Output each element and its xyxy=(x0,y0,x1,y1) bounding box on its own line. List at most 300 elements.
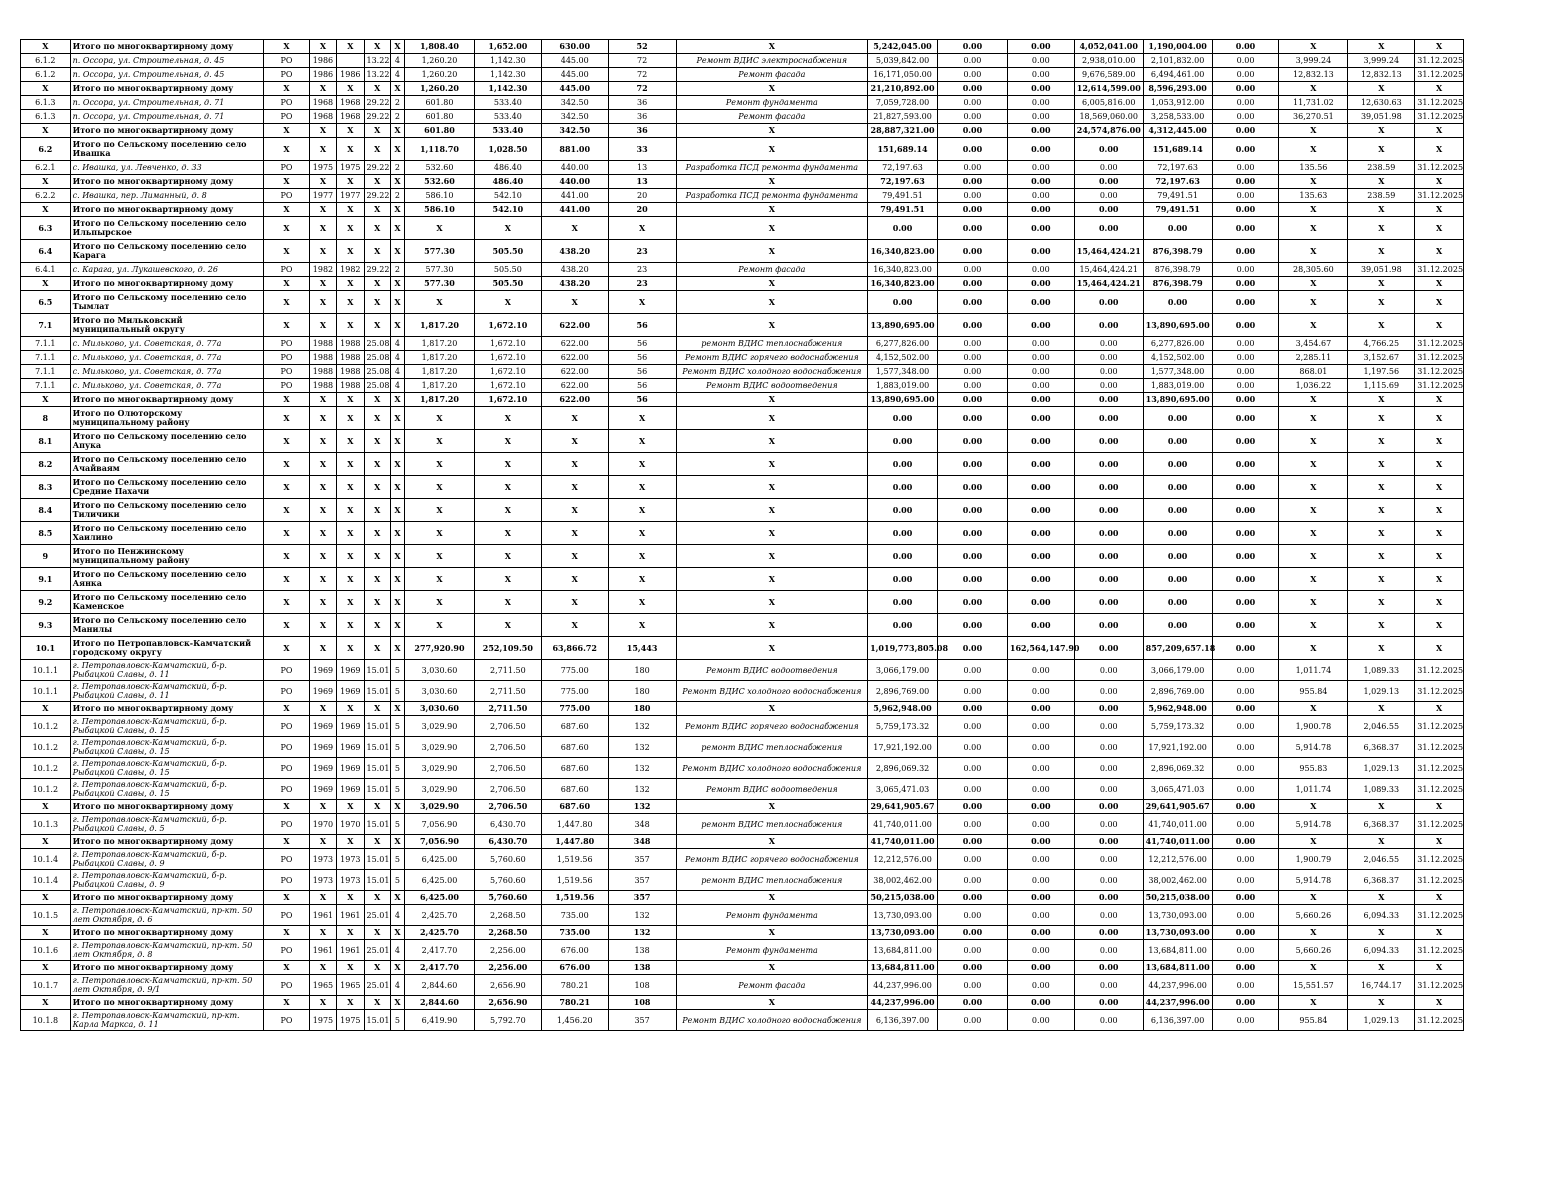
table-cell: 0.00 xyxy=(937,702,1007,716)
table-cell: 0.00 xyxy=(1212,660,1279,681)
table-cell: 0.00 xyxy=(1212,800,1279,814)
table-cell: 13,684,811.00 xyxy=(1143,940,1212,961)
table-cell: 31.12.2025 xyxy=(1415,68,1464,82)
table-cell: X xyxy=(541,430,608,453)
table-cell: X xyxy=(1348,835,1415,849)
table-cell: 10.1.1 xyxy=(21,681,71,702)
table-cell: X xyxy=(390,996,404,1010)
table-cell: X xyxy=(608,522,676,545)
table-cell: 0.00 xyxy=(1007,996,1074,1010)
table-cell: 1,883,019.00 xyxy=(1143,379,1212,393)
table-cell: 31.12.2025 xyxy=(1415,737,1464,758)
table-cell: 31.12.2025 xyxy=(1415,365,1464,379)
table-cell: X xyxy=(474,476,541,499)
table-cell: 180 xyxy=(608,702,676,716)
table-cell: 1961 xyxy=(309,905,336,926)
table-cell: 9.3 xyxy=(21,614,71,637)
table-cell: 10.1.2 xyxy=(21,758,71,779)
table-cell: 0.00 xyxy=(1074,138,1143,161)
table-cell: 0.00 xyxy=(1212,835,1279,849)
table-cell: 0.00 xyxy=(937,40,1007,54)
table-cell: X xyxy=(1348,430,1415,453)
table-cell: 0.00 xyxy=(1212,175,1279,189)
table-cell: Итого по многоквартирному дому xyxy=(70,82,264,96)
table-cell: X xyxy=(676,800,868,814)
table-cell: X xyxy=(309,476,336,499)
table-cell: 132 xyxy=(608,779,676,800)
table-cell: 735.00 xyxy=(541,905,608,926)
table-row xyxy=(21,940,1464,961)
table-cell: X xyxy=(264,476,310,499)
table-cell: 5,759,173.32 xyxy=(1143,716,1212,737)
table-cell: 622.00 xyxy=(541,379,608,393)
table-cell: Итого по многоквартирному дому xyxy=(70,961,264,975)
table-cell: X xyxy=(309,277,336,291)
table-cell: X xyxy=(1279,637,1348,660)
table-cell: 0.00 xyxy=(1212,614,1279,637)
table-row xyxy=(21,660,1464,681)
table-cell: 0.00 xyxy=(868,568,938,591)
table-cell: X xyxy=(390,545,404,568)
table-cell: Итого по Петропавловск-Камчатский городскому округу xyxy=(70,637,264,660)
table-cell: X xyxy=(1279,453,1348,476)
table-cell: X xyxy=(309,522,336,545)
table-cell: 1969 xyxy=(309,737,336,758)
table-cell: X xyxy=(676,124,868,138)
table-cell: 151,689.14 xyxy=(868,138,938,161)
table-cell: 29.22 xyxy=(364,189,390,203)
table-cell: 0.00 xyxy=(1074,499,1143,522)
table-cell: 6,368.37 xyxy=(1348,737,1415,758)
table-cell: 0.00 xyxy=(1212,476,1279,499)
table-cell: 586.10 xyxy=(405,203,475,217)
table-cell: 6.4 xyxy=(21,240,71,263)
table-cell: 0.00 xyxy=(937,393,1007,407)
table-cell: X xyxy=(1415,476,1464,499)
table-cell: 151,689.14 xyxy=(1143,138,1212,161)
table-cell: X xyxy=(390,124,404,138)
table-row xyxy=(21,379,1464,393)
table-cell: 601.80 xyxy=(405,124,475,138)
table-cell: Ремонт фасада xyxy=(676,263,868,277)
table-cell: 23 xyxy=(608,240,676,263)
table-cell: X xyxy=(21,961,71,975)
table-cell: 0.00 xyxy=(1007,568,1074,591)
table-cell: 4,152,502.00 xyxy=(868,351,938,365)
table-cell: 15,464,424.21 xyxy=(1074,263,1143,277)
table-cell: 622.00 xyxy=(541,351,608,365)
table-cell: 0.00 xyxy=(1212,96,1279,110)
table-cell: X xyxy=(309,568,336,591)
table-cell: X xyxy=(1415,175,1464,189)
table-cell: 138 xyxy=(608,961,676,975)
table-cell: X xyxy=(676,961,868,975)
table-row xyxy=(21,337,1464,351)
table-cell: 0.00 xyxy=(937,54,1007,68)
table-cell: 1,011.74 xyxy=(1279,660,1348,681)
table-cell: 0.00 xyxy=(1074,681,1143,702)
table-cell: 12,212,576.00 xyxy=(1143,849,1212,870)
table-cell: X xyxy=(337,961,364,975)
table-cell: 238.59 xyxy=(1348,189,1415,203)
table-cell: X xyxy=(1415,291,1464,314)
table-cell: 1,672.10 xyxy=(474,314,541,337)
table-cell: 2,268.50 xyxy=(474,905,541,926)
table-cell: 3,066,179.00 xyxy=(868,660,938,681)
table-cell: X xyxy=(676,407,868,430)
table-cell: РО xyxy=(264,337,310,351)
table-cell: 3,030.60 xyxy=(405,702,475,716)
table-cell: г. Петропавловск-Камчатский, пр-кт. Карла Маркса, д. 11 xyxy=(70,1010,264,1031)
table-cell: X xyxy=(1415,393,1464,407)
summary-row xyxy=(21,702,1464,716)
table-cell: X xyxy=(337,291,364,314)
table-cell: X xyxy=(309,138,336,161)
table-cell: X xyxy=(390,240,404,263)
table-cell: 780.21 xyxy=(541,975,608,996)
table-cell: X xyxy=(676,522,868,545)
table-cell: 2,938,010.00 xyxy=(1074,54,1143,68)
table-cell: 1,019,773,805.08 xyxy=(868,637,938,660)
table-cell: 39,051.98 xyxy=(1348,263,1415,277)
table-cell: 6.1.2 xyxy=(21,54,71,68)
table-cell: 1973 xyxy=(309,849,336,870)
table-cell: X xyxy=(21,124,71,138)
table-cell: 0.00 xyxy=(1074,568,1143,591)
table-cell: 0.00 xyxy=(937,814,1007,835)
table-cell: X xyxy=(364,926,390,940)
table-cell: X xyxy=(676,637,868,660)
table-cell: 79,491.51 xyxy=(868,203,938,217)
table-cell: X xyxy=(364,314,390,337)
table-cell: 4,152,502.00 xyxy=(1143,351,1212,365)
table-cell: X xyxy=(364,82,390,96)
table-cell: 0.00 xyxy=(1074,905,1143,926)
summary-row xyxy=(21,217,1464,240)
table-cell: X xyxy=(474,568,541,591)
table-cell: X xyxy=(390,568,404,591)
table-cell: X xyxy=(337,591,364,614)
table-cell: 138 xyxy=(608,940,676,961)
table-cell: X xyxy=(608,407,676,430)
table-cell: 0.00 xyxy=(1212,940,1279,961)
table-cell: 31.12.2025 xyxy=(1415,189,1464,203)
table-cell: X xyxy=(608,476,676,499)
table-cell: 41,740,011.00 xyxy=(1143,835,1212,849)
table-cell: X xyxy=(364,430,390,453)
table-cell: 29.22 xyxy=(364,110,390,124)
table-cell: 2,706.50 xyxy=(474,758,541,779)
table-cell: X xyxy=(1348,702,1415,716)
table-cell: 39,051.98 xyxy=(1348,110,1415,124)
table-cell: 0.00 xyxy=(1074,407,1143,430)
table-cell: X xyxy=(337,314,364,337)
table-cell: Итого по Сельскому поселению село Аянка xyxy=(70,568,264,591)
table-cell: X xyxy=(21,926,71,940)
table-row xyxy=(21,870,1464,891)
table-cell: X xyxy=(1348,926,1415,940)
table-cell: 1,115.69 xyxy=(1348,379,1415,393)
table-cell: 0.00 xyxy=(1007,814,1074,835)
table-cell: X xyxy=(1415,637,1464,660)
table-cell: РО xyxy=(264,161,310,175)
table-cell: 0.00 xyxy=(1007,716,1074,737)
table-cell: 8.5 xyxy=(21,522,71,545)
table-cell: 0.00 xyxy=(1074,314,1143,337)
table-cell: X xyxy=(1279,175,1348,189)
table-cell: X xyxy=(1279,217,1348,240)
table-cell: 31.12.2025 xyxy=(1415,758,1464,779)
table-cell: X xyxy=(474,522,541,545)
table-cell: 0.00 xyxy=(937,758,1007,779)
table-cell: 486.40 xyxy=(474,175,541,189)
table-cell: X xyxy=(405,522,475,545)
table-cell: 5 xyxy=(390,1010,404,1031)
table-cell: X xyxy=(337,522,364,545)
table-cell: 2,656.90 xyxy=(474,975,541,996)
table-cell: 6,368.37 xyxy=(1348,870,1415,891)
table-cell: X xyxy=(337,545,364,568)
table-cell: 0.00 xyxy=(937,996,1007,1010)
table-cell: Итого по многоквартирному дому xyxy=(70,277,264,291)
table-cell: X xyxy=(1279,476,1348,499)
table-cell: X xyxy=(390,961,404,975)
table-cell: X xyxy=(364,476,390,499)
table-cell: 7.1 xyxy=(21,314,71,337)
table-cell: X xyxy=(337,702,364,716)
table-cell: 0.00 xyxy=(1074,591,1143,614)
table-cell: 0.00 xyxy=(1007,1010,1074,1031)
table-cell: п. Оссора, ул. Строительная, д. 45 xyxy=(70,54,264,68)
table-cell: 1965 xyxy=(337,975,364,996)
table-cell: 10.1.4 xyxy=(21,870,71,891)
table-cell: 4 xyxy=(390,337,404,351)
table-row xyxy=(21,263,1464,277)
table-cell: 13,890,695.00 xyxy=(868,314,938,337)
table-cell: 0.00 xyxy=(937,716,1007,737)
table-cell: X xyxy=(390,522,404,545)
table-cell: 31.12.2025 xyxy=(1415,870,1464,891)
table-cell: с. Ивашка, ул. Левченко, д. 33 xyxy=(70,161,264,175)
table-cell: 5 xyxy=(390,681,404,702)
table-cell: X xyxy=(1279,702,1348,716)
table-cell: 2,706.50 xyxy=(474,737,541,758)
table-cell: X xyxy=(309,124,336,138)
table-cell: 25.08 xyxy=(364,351,390,365)
table-cell: X xyxy=(264,522,310,545)
table-cell: X xyxy=(364,568,390,591)
table-cell: 13,890,695.00 xyxy=(868,393,938,407)
table-cell: 676.00 xyxy=(541,961,608,975)
table-cell: X xyxy=(390,40,404,54)
table-cell: 180 xyxy=(608,681,676,702)
table-cell: X xyxy=(541,522,608,545)
table-cell: РО xyxy=(264,54,310,68)
table-cell: X xyxy=(1279,203,1348,217)
table-cell: 31.12.2025 xyxy=(1415,849,1464,870)
table-row xyxy=(21,779,1464,800)
table-cell: 1969 xyxy=(337,737,364,758)
table-cell: X xyxy=(264,40,310,54)
table-cell: 0.00 xyxy=(1143,614,1212,637)
table-cell: X xyxy=(264,453,310,476)
table-cell: 132 xyxy=(608,905,676,926)
table-cell: 31.12.2025 xyxy=(1415,975,1464,996)
table-cell: 28,887,321.00 xyxy=(868,124,938,138)
table-cell: 8 xyxy=(21,407,71,430)
table-cell: X xyxy=(21,277,71,291)
table-cell: 5 xyxy=(390,814,404,835)
table-cell: 1986 xyxy=(337,68,364,82)
table-cell: 0.00 xyxy=(1143,545,1212,568)
table-cell: 0.00 xyxy=(1212,522,1279,545)
table-row xyxy=(21,110,1464,124)
table-cell: 0.00 xyxy=(937,82,1007,96)
table-cell: X xyxy=(364,217,390,240)
table-cell: X xyxy=(390,175,404,189)
table-cell: X xyxy=(676,614,868,637)
table-cell: Итого по многоквартирному дому xyxy=(70,891,264,905)
table-cell: 3,029.90 xyxy=(405,779,475,800)
table-cell: X xyxy=(337,138,364,161)
table-cell: 1,672.10 xyxy=(474,337,541,351)
table-cell: 1970 xyxy=(337,814,364,835)
summary-row xyxy=(21,138,1464,161)
table-cell: 0.00 xyxy=(868,545,938,568)
table-cell: 12,832.13 xyxy=(1348,68,1415,82)
table-cell: X xyxy=(390,891,404,905)
table-cell: 586.10 xyxy=(405,189,475,203)
table-cell: 0.00 xyxy=(1007,365,1074,379)
table-cell: 44,237,996.00 xyxy=(1143,975,1212,996)
table-cell: X xyxy=(1415,800,1464,814)
table-cell: X xyxy=(1279,926,1348,940)
table-cell: 1969 xyxy=(337,660,364,681)
table-cell: 13,684,811.00 xyxy=(1143,961,1212,975)
table-cell: X xyxy=(337,393,364,407)
table-cell: РО xyxy=(264,975,310,996)
table-row xyxy=(21,849,1464,870)
table-cell: X xyxy=(264,407,310,430)
table-cell: 3,030.60 xyxy=(405,681,475,702)
table-row xyxy=(21,189,1464,203)
table-cell: Ремонт ВДИС водоотведения xyxy=(676,660,868,681)
table-cell: 56 xyxy=(608,351,676,365)
table-cell: X xyxy=(364,40,390,54)
table-cell: 622.00 xyxy=(541,393,608,407)
table-cell: 0.00 xyxy=(1212,110,1279,124)
table-cell: 31.12.2025 xyxy=(1415,716,1464,737)
table-cell: 5,660.26 xyxy=(1279,905,1348,926)
table-cell: 2,896,069.32 xyxy=(868,758,938,779)
table-cell: с. Мильково, ул. Советская, д. 77а xyxy=(70,351,264,365)
table-cell: 687.60 xyxy=(541,758,608,779)
table-cell: 2 xyxy=(390,96,404,110)
table-cell: Итого по многоквартирному дому xyxy=(70,835,264,849)
table-cell: 0.00 xyxy=(937,161,1007,175)
table-cell: 0.00 xyxy=(1212,758,1279,779)
table-cell: X xyxy=(676,40,868,54)
table-cell: X xyxy=(364,637,390,660)
table-cell: 1973 xyxy=(337,849,364,870)
table-cell: 25.01 xyxy=(364,940,390,961)
table-cell: 6.1.3 xyxy=(21,96,71,110)
table-cell: Итого по Сельскому поселению село Апука xyxy=(70,430,264,453)
table-cell: 1988 xyxy=(309,337,336,351)
table-cell: РО xyxy=(264,814,310,835)
table-cell: 676.00 xyxy=(541,940,608,961)
table-cell: 0.00 xyxy=(1143,453,1212,476)
table-cell: 0.00 xyxy=(1007,314,1074,337)
table-cell: п. Оссора, ул. Строительная, д. 71 xyxy=(70,110,264,124)
table-cell: 4 xyxy=(390,905,404,926)
table-cell: 6,094.33 xyxy=(1348,940,1415,961)
table-cell: 2 xyxy=(390,161,404,175)
table-cell: 440.00 xyxy=(541,161,608,175)
table-cell: 342.50 xyxy=(541,110,608,124)
table-cell: 1,456.20 xyxy=(541,1010,608,1031)
table-cell: 0.00 xyxy=(937,430,1007,453)
table-cell: X xyxy=(1415,277,1464,291)
table-cell: X xyxy=(676,891,868,905)
table-cell: 1988 xyxy=(337,351,364,365)
table-cell: 1,029.13 xyxy=(1348,758,1415,779)
table-cell: 1,029.13 xyxy=(1348,1010,1415,1031)
table-cell: 3,065,471.03 xyxy=(868,779,938,800)
summary-row xyxy=(21,240,1464,263)
table-cell: 3,258,533.00 xyxy=(1143,110,1212,124)
table-cell: 4,052,041.00 xyxy=(1074,40,1143,54)
table-cell: 132 xyxy=(608,758,676,779)
table-cell: 5,039,842.00 xyxy=(868,54,938,68)
table-cell: г. Петропавловск-Камчатский, б-р. Рыбацкой Славы, д. 9 xyxy=(70,870,264,891)
table-cell: 0.00 xyxy=(937,779,1007,800)
table-cell: 12,614,599.00 xyxy=(1074,82,1143,96)
table-cell: 0.00 xyxy=(937,926,1007,940)
table-cell: 0.00 xyxy=(1143,430,1212,453)
table-cell: 348 xyxy=(608,814,676,835)
table-cell: 16,340,823.00 xyxy=(868,277,938,291)
capital-repair-table xyxy=(20,39,1464,1031)
table-cell: 29.22 xyxy=(364,96,390,110)
table-cell: 1,672.10 xyxy=(474,379,541,393)
table-cell: X xyxy=(21,175,71,189)
table-cell: X xyxy=(1348,961,1415,975)
table-cell: 15.01 xyxy=(364,737,390,758)
table-cell: 5,962,948.00 xyxy=(1143,702,1212,716)
table-cell: 2,417.70 xyxy=(405,940,475,961)
table-cell: X xyxy=(309,217,336,240)
table-cell: 5 xyxy=(390,737,404,758)
table-cell: п. Оссора, ул. Строительная, д. 71 xyxy=(70,96,264,110)
table-cell: 0.00 xyxy=(1074,189,1143,203)
summary-row xyxy=(21,407,1464,430)
table-row xyxy=(21,161,1464,175)
summary-row xyxy=(21,124,1464,138)
summary-row xyxy=(21,591,1464,614)
table-cell: X xyxy=(309,175,336,189)
table-cell: X xyxy=(676,203,868,217)
table-cell: 3,030.60 xyxy=(405,660,475,681)
table-cell: 1969 xyxy=(309,779,336,800)
table-cell: 36 xyxy=(608,124,676,138)
table-cell: X xyxy=(1348,175,1415,189)
table-cell: 1965 xyxy=(309,975,336,996)
table-cell: 1977 xyxy=(337,189,364,203)
table-cell: 2,711.50 xyxy=(474,702,541,716)
table-cell: 15,443 xyxy=(608,637,676,660)
table-cell: 1961 xyxy=(309,940,336,961)
